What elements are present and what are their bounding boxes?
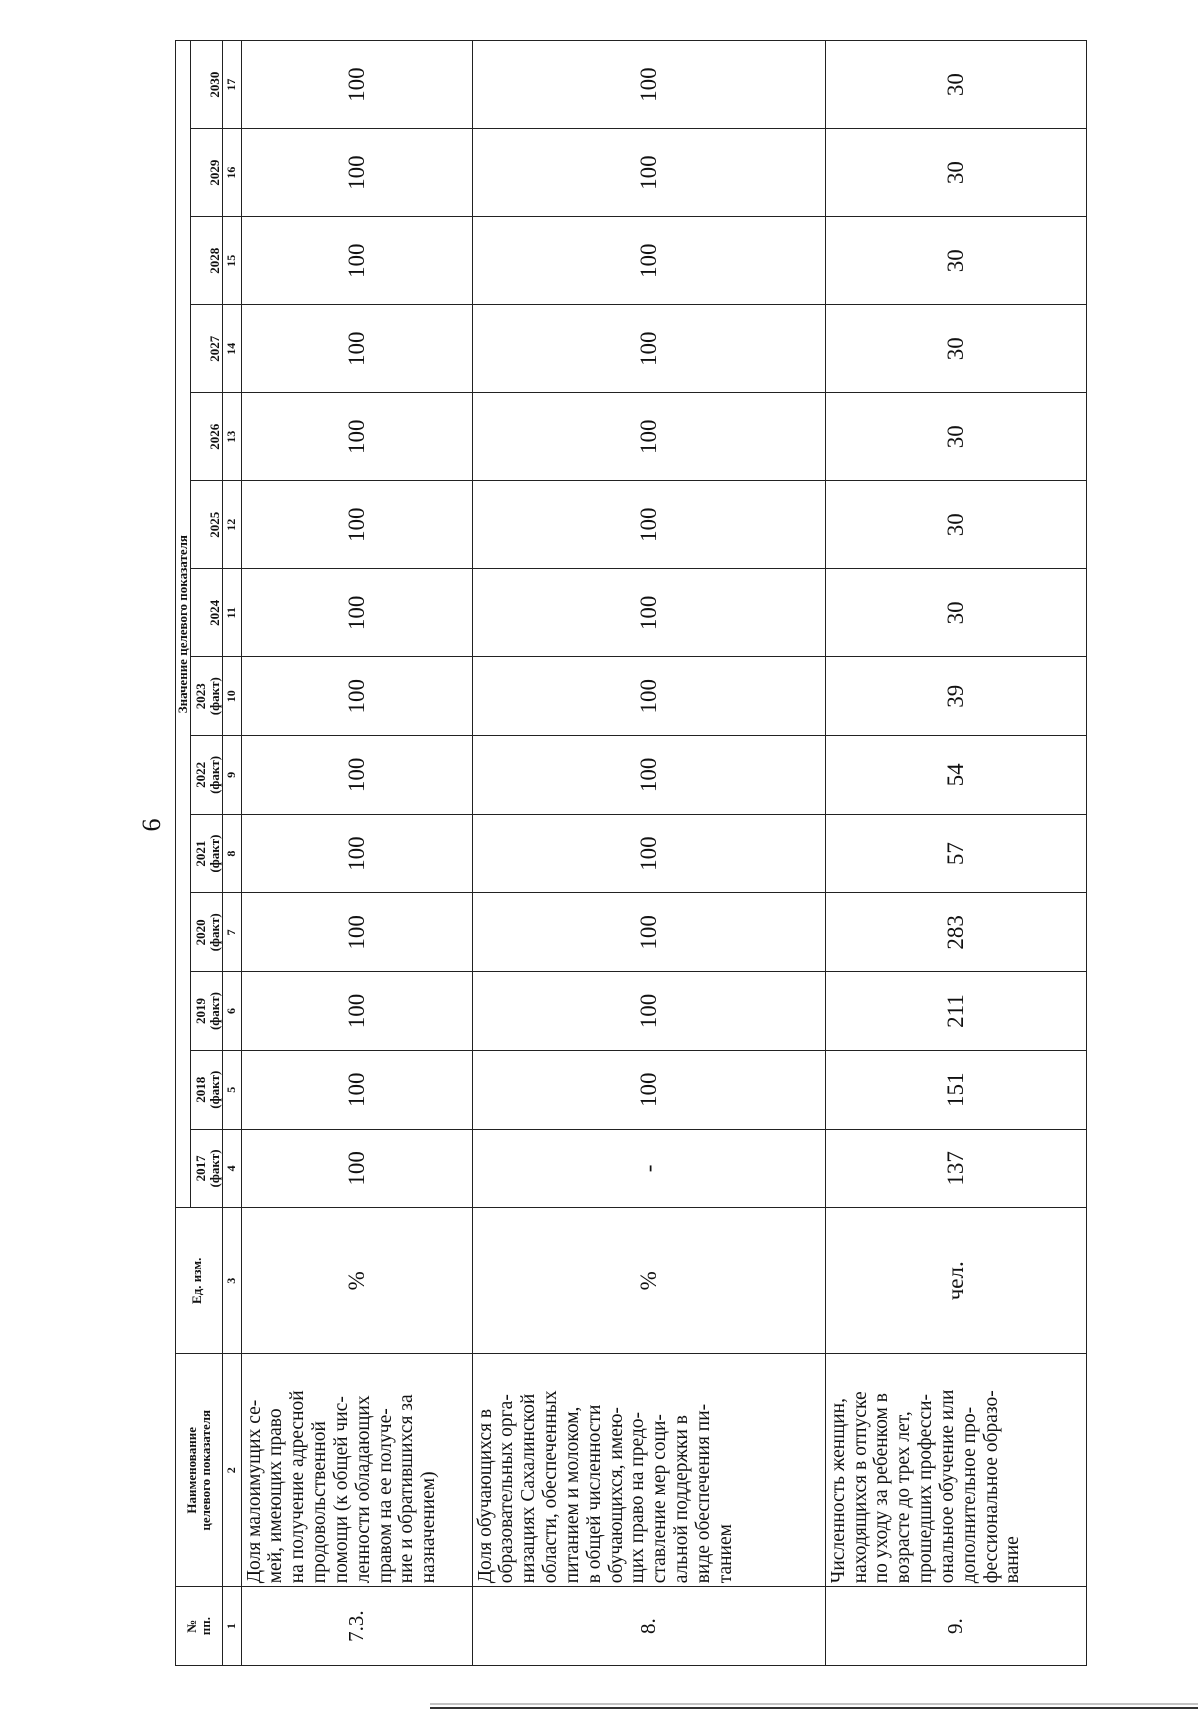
header-year: 2023 (факт) [190,657,222,736]
header-name: Наименование целевого показателя [176,1354,223,1587]
header-year: 2025 [190,481,222,569]
indicator-value: 100 [241,393,472,481]
row-number: 9. [825,1587,1086,1666]
indicator-value: 100 [472,972,825,1051]
header-year: 2017 (факт) [190,1129,222,1208]
column-number: 14 [222,305,241,393]
indicator-value: 30 [825,41,1086,129]
indicator-value: 100 [241,569,472,657]
column-number: 17 [222,41,241,129]
header-year: 2027 [190,305,222,393]
column-number: 7 [222,893,241,972]
indicator-value: 100 [241,972,472,1051]
indicator-value: 100 [241,129,472,217]
indicator-value: 39 [825,657,1086,736]
column-number: 13 [222,393,241,481]
header-year: 2022 (факт) [190,736,222,815]
indicator-value: 30 [825,305,1086,393]
row-number: 7.3. [241,1587,472,1666]
column-number: 15 [222,217,241,305]
indicator-value: 100 [472,736,825,815]
column-number: 12 [222,481,241,569]
indicator-value: 100 [241,217,472,305]
header-year: 2026 [190,393,222,481]
target-indicators-table [175,40,1087,1666]
row-number: 8. [472,1587,825,1666]
column-number: 5 [222,1050,241,1129]
indicator-value: 100 [472,657,825,736]
column-number: 10 [222,657,241,736]
indicator-value: 30 [825,569,1086,657]
indicator-name: Численность женщин, находящихся в отпуске по уходу за ребенком в возрасте до трех лет, прошедших професси- ональное обучение или дополнительное про- фессиональное образо- вание [825,1354,1086,1587]
header-value-group: Значение целевого показателя [176,41,191,1208]
indicator-value: 137 [825,1129,1086,1208]
indicator-value: 100 [472,393,825,481]
column-number: 9 [222,736,241,815]
indicator-value: 100 [472,217,825,305]
indicator-value: 100 [241,41,472,129]
header-year: 2028 [190,217,222,305]
indicator-value: 283 [825,893,1086,972]
indicator-value: 100 [241,1050,472,1129]
page-number: 6 [137,818,166,832]
column-number: 16 [222,129,241,217]
column-number: 4 [222,1129,241,1208]
table-row [472,41,825,1666]
indicator-value: 151 [825,1050,1086,1129]
header-year: 2020 (факт) [190,893,222,972]
indicator-value: 100 [241,657,472,736]
column-number: 1 [222,1587,241,1666]
header-year: 2021 (факт) [190,814,222,893]
table-row [241,41,472,1666]
header-unit: Ед. изм. [176,1208,223,1354]
indicator-value: 211 [825,972,1086,1051]
header-year: 2030 [190,41,222,129]
table-row [825,41,1086,1666]
header-num: № пп. [176,1587,223,1666]
column-number: 2 [222,1354,241,1587]
indicator-value: 100 [241,736,472,815]
indicator-value: 100 [241,481,472,569]
indicator-value: - [472,1129,825,1208]
indicator-value: 100 [472,569,825,657]
indicator-value: 100 [241,1129,472,1208]
indicator-value: 100 [241,814,472,893]
column-number: 11 [222,569,241,657]
indicator-value: 100 [472,1050,825,1129]
indicator-unit: чел. [825,1208,1086,1354]
indicator-value: 100 [472,305,825,393]
indicator-value: 100 [472,481,825,569]
indicator-name: Доля обучающихся в образовательных орга- низациях Сахалинской области, обеспеченных питанием и молоком, в общей численности обучающихся, имею- щих право на предо- ставление мер соци- альной поддержки в виде обеспечения пи- танием [472,1354,825,1587]
column-number: 6 [222,972,241,1051]
indicator-value: 100 [241,893,472,972]
header-year: 2019 (факт) [190,972,222,1051]
indicator-unit: % [241,1208,472,1354]
indicator-value: 54 [825,736,1086,815]
indicator-unit: % [472,1208,825,1354]
indicator-value: 100 [241,305,472,393]
header-year: 2029 [190,129,222,217]
column-number: 8 [222,814,241,893]
header-year: 2018 (факт) [190,1050,222,1129]
indicator-value: 30 [825,393,1086,481]
indicator-value: 30 [825,129,1086,217]
indicator-value: 100 [472,129,825,217]
rotated-table-container [175,40,1087,1666]
indicator-value: 30 [825,481,1086,569]
column-number: 3 [222,1208,241,1354]
indicator-name: Доля малоимущих се- мей, имеющих право на получение адресной продовольственной помощи (к общей чис- ленности обладающих правом на ее получе- ние и обратившихся за назначением) [241,1354,472,1587]
indicator-value: 100 [472,814,825,893]
indicator-value: 57 [825,814,1086,893]
indicator-value: 30 [825,217,1086,305]
indicator-value: 100 [472,893,825,972]
indicator-value: 100 [472,41,825,129]
header-year: 2024 [190,569,222,657]
